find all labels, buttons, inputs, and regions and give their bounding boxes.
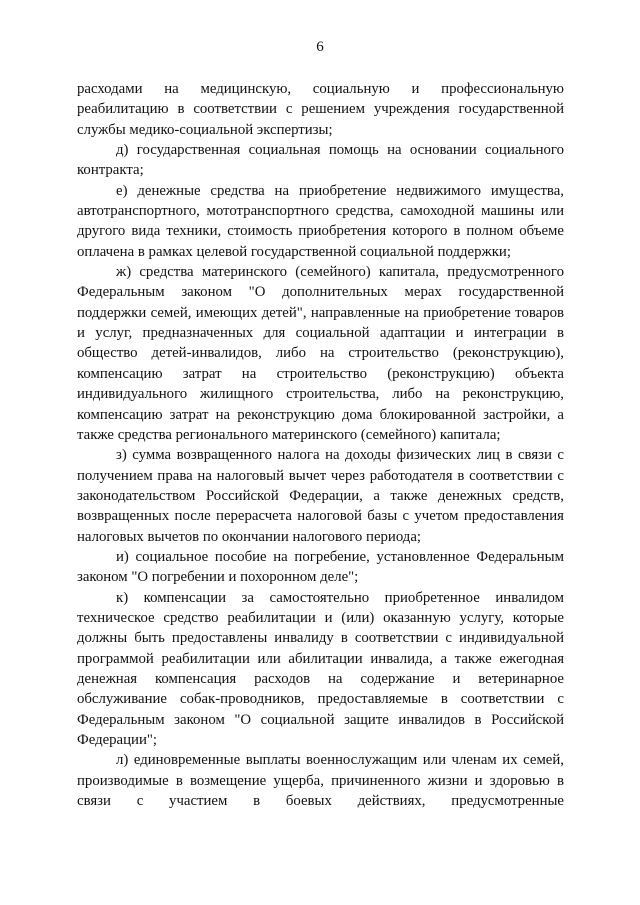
page-number: 6 (316, 39, 324, 55)
paragraph-continuation: расходами на медицинскую, социальную и профессиональную реабилитацию в соответствии с решением учреждения государственной службы медико-социальной экспертизы; (77, 81, 564, 138)
paragraph-item-i: и) социальное пособие на погребение, установленное Федеральным законом "О погребении и похоронном деле"; (77, 548, 564, 586)
paragraph-item-e: е) денежные средства на приобретение недвижимого имущества, автотранспортного, мототранспортного средства, самоходной машины или другого вида техники, стоимость приобретения которого в полном объеме оплачена в рамках целевой государственной социальной поддержки; (77, 182, 564, 260)
paragraph-item-zh: ж) средства материнского (семейного) капитала, предусмотренного Федеральным законом "О дополнительных мерах государственной поддержки семей, имеющих детей", направленные на приобретение товаров и услуг, предназначенных для социальной адаптации и интеграции в общество детей-инвалидов, либо на строительство (реконструкцию), компенсацию затрат на строительство (реконструкцию) объекта индивидуального жилищного строительства, либо на реконструкцию, компенсацию затрат на реконструкцию дома блокированной застройки, а также средства регионального материнского (семейного) капитала; (77, 264, 564, 443)
paragraph-item-l: л) единовременные выплаты военнослужащим или членам их семей, производимые в возмещение ущерба, причиненного жизни и здоровью в связи с участием в боевых действиях, предусмотренные (77, 752, 564, 810)
document-body (77, 79, 564, 811)
paragraph-item-z: з) сумма возвращенного налога на доходы физических лиц в связи с получением права на налоговый вычет через работодателя в соответствии с законодательством Российской Федерации, а также денежных средств, возвращенных после перерасчета налоговой базы с учетом предоставления налоговых вычетов по окончании налогового периода; (77, 447, 564, 545)
paragraph-item-k: к) компенсации за самостоятельно приобретенное инвалидом техническое средство реабилитации и (или) оказанную услугу, которые должны быть предоставлены инвалиду в соответствии с индивидуальной программой реабилитации или абилитации инвалида, а также ежегодная денежная компенсация расходов на содержание и ветеринарное обслуживание собак-проводников, предоставляемые в соответствии с Федеральным законом "О социальной защите инвалидов в Российской Федерации"; (77, 589, 564, 748)
paragraph-item-d: д) государственная социальная помощь на основании социального контракта; (77, 142, 564, 179)
